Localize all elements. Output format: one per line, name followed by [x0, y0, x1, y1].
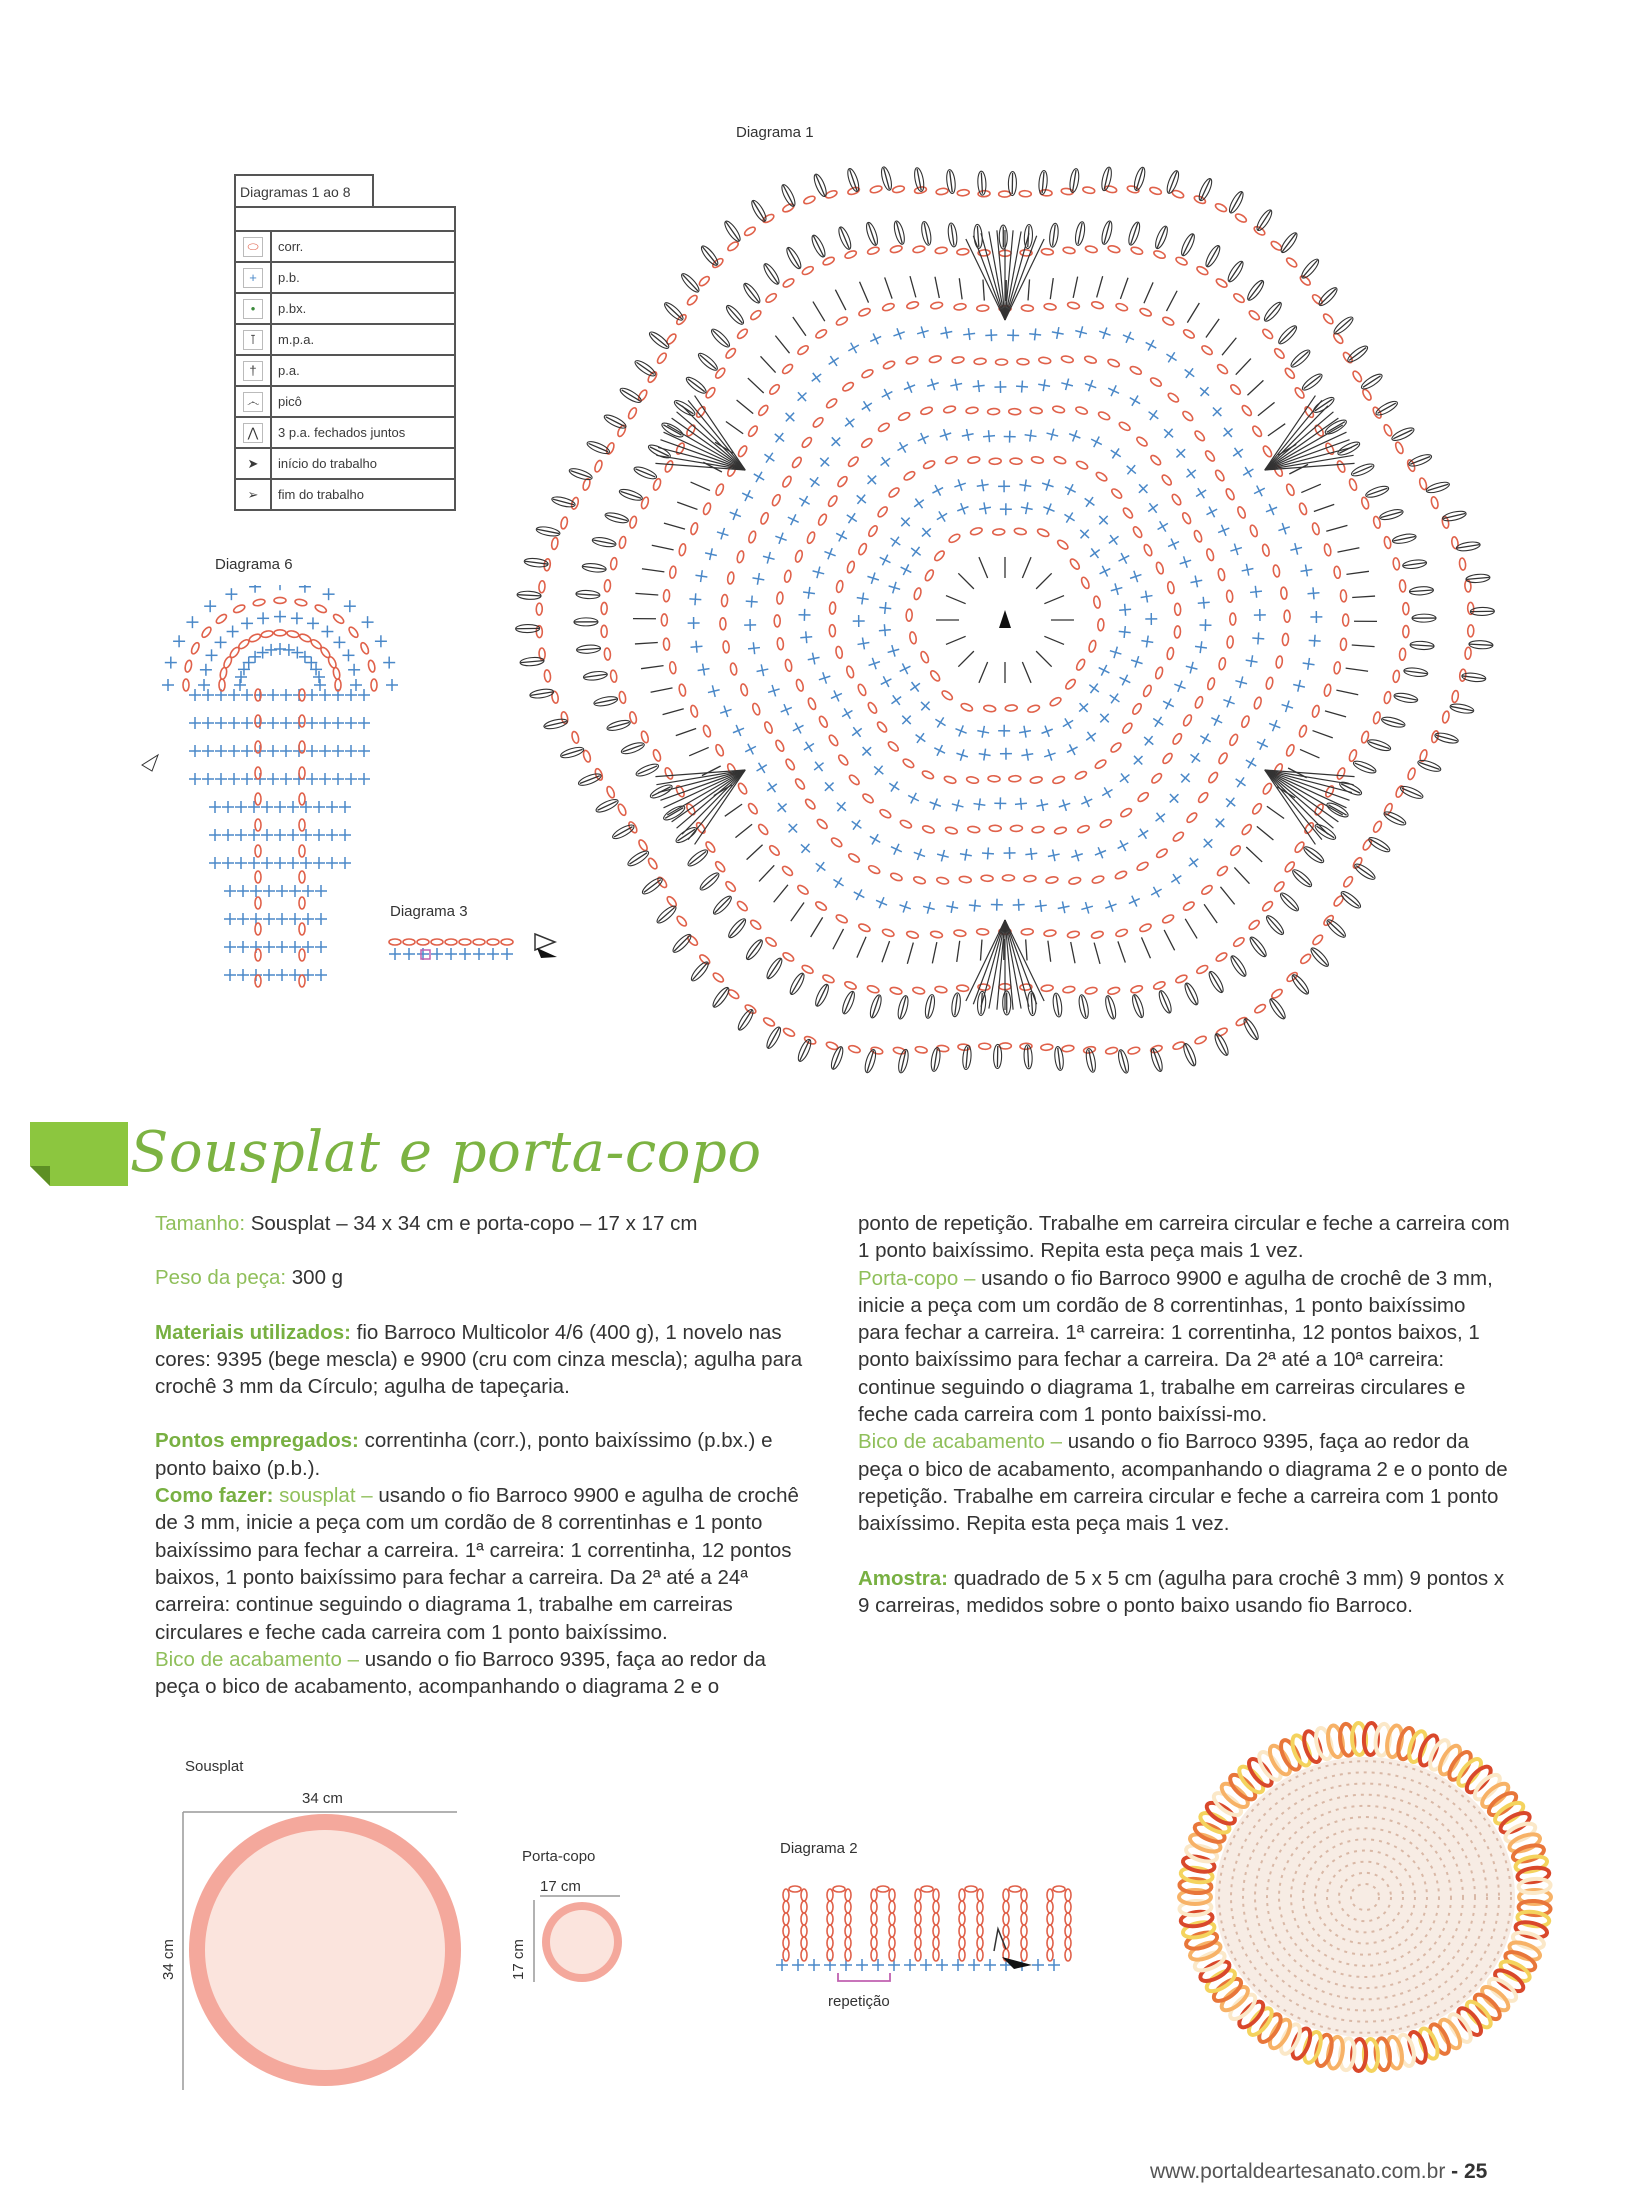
bico-value: usando o fio Barroco 9395, faça ao redor da peça o bico de acabamento, acompanhando o diagrama 2 e o	[155, 1647, 766, 1699]
end-arrow-icon	[535, 934, 555, 950]
half-double-crochet-icon: ⊺	[243, 330, 263, 350]
finished-piece-photo	[1165, 1715, 1555, 2080]
sousplat-width-label: 34 cm	[302, 1790, 343, 1807]
end-arrow-icon: ➢	[247, 487, 259, 502]
legend-row: ➢ fim do trabalho	[236, 478, 454, 509]
como-fazer-key: Como fazer:	[155, 1484, 274, 1508]
legend-header-row	[236, 208, 454, 230]
diagram-2-chart	[770, 1865, 1100, 1995]
bico-value-2: usando o fio Barroco 9395, faça ao redor da peça o bico de acabamento, acompanhando o diagrama 2 e o ponto de repetição. Trabalhe em carreira circular e feche a carreira com 1 ponto baixíssimo. Repita esta peça mais 1 vez.	[858, 1430, 1508, 1536]
repeticao-label: repetição	[828, 1993, 890, 2010]
peso-value: 300 g	[286, 1266, 344, 1290]
diagram-3-label: Diagrama 3	[390, 903, 468, 920]
tamanho-key: Tamanho:	[155, 1212, 246, 1235]
legend-table	[234, 174, 456, 511]
text-column-2	[858, 1210, 1510, 1619]
footer-url: www.portaldeartesanato.com.br	[1150, 2160, 1446, 2183]
diagram-2-label: Diagrama 2	[780, 1840, 858, 1857]
legend-row: ➤ início do trabalho	[236, 447, 454, 478]
porta-copo-schematic	[530, 1890, 630, 1990]
page-number: 25	[1463, 2160, 1488, 2183]
como-fazer-sub: sousplat –	[273, 1484, 373, 1508]
materiais-value: fio Barroco Multicolor 4/6 (400 g), 1 novelo nas cores: 9395 (bege mescla) e 9900 (cru com cinza mescla); agulha para crochê 3 mm da Círculo; agulha de tapeçaria.	[155, 1320, 803, 1399]
bico-key: Bico de acabamento –	[155, 1647, 359, 1671]
sousplat-schematic	[175, 1800, 465, 2100]
legend-box	[234, 206, 456, 511]
materiais-key: Materiais utilizados:	[155, 1320, 357, 1344]
legend-row: • p.bx.	[236, 292, 454, 323]
page-title: Sousplat e porta-copo	[130, 1120, 762, 1185]
chain-stitch-icon: ⬭	[243, 237, 263, 257]
bico-key-2: Bico de acabamento –	[858, 1430, 1062, 1454]
como-fazer-value: usando o fio Barroco 9900 e agulha de crochê de 3 mm, inicie a peça com um cordão de 8 correntinhas e 1 ponto baixíssimo para fechar a carreira. 1ª carreira: 1 correntinha, 12 pontos baixos, 1 ponto baixíssimo para fechar a carreira. Da 2ª até a 24ª carreira: continue seguindo o diagrama 1, trabalhe em carreiras circulares e feche cada carreira com 1 ponto baixíssimo.	[155, 1484, 799, 1644]
porta-copo-label: Porta-copo	[522, 1848, 596, 1865]
legend-row: ෴ picô	[236, 385, 454, 416]
sousplat-height-label: 34 cm	[160, 1939, 177, 1980]
dc3tog-icon: ⋀	[243, 423, 263, 443]
sousplat-label: Sousplat	[185, 1758, 244, 1775]
peso-key: Peso da peça:	[155, 1266, 287, 1290]
footer	[1150, 2160, 1487, 2184]
diagram-1-label: Diagrama 1	[736, 124, 814, 141]
pontos-key: Pontos empregados:	[155, 1429, 359, 1453]
amostra-value: quadrado de 5 x 5 cm (agulha para crochê 3 mm) 9 pontos x 9 carreiras, medidos sobre o ponto baixo usando fio Barroco.	[858, 1566, 1505, 1617]
diagram-6-chart	[140, 585, 420, 1005]
single-crochet-icon: +	[243, 268, 263, 288]
start-arrow-icon: ➤	[247, 456, 259, 471]
legend-row: ⬭ corr.	[236, 230, 454, 261]
picot-icon: ෴	[243, 392, 263, 412]
porta-copo-height-label: 17 cm	[510, 1939, 527, 1980]
legend-title: Diagramas 1 ao 8	[234, 174, 374, 206]
pontos-value: correntinha (corr.), ponto baixíssimo (p.bx.) e ponto baixo (p.b.).	[155, 1429, 773, 1480]
porta-copo-width-label: 17 cm	[540, 1878, 581, 1895]
legend-row: + p.b.	[236, 261, 454, 292]
start-arrow-icon	[537, 948, 557, 958]
amostra-key: Amostra:	[858, 1566, 948, 1590]
diagram-1-chart	[510, 130, 1500, 1110]
footer-sep: -	[1445, 2160, 1464, 2183]
text-column-1	[155, 1210, 815, 1700]
legend-row: ⊺ m.p.a.	[236, 323, 454, 354]
porta-copo-value: usando o fio Barroco 9900 e agulha de crochê de 3 mm, inicie a peça com um cordão de 8 correntinhas, 1 ponto baixíssimo para fechar a carreira. 1ª carreira: 1 correntinha, 12 pontos baixos, 1 ponto baixíssimo para fechar a carreira. Da 2ª até a 10ª carreira: continue seguindo o diagrama 1, trabalhe em carreiras circulares e feche cada carreira com 1 ponto baixíssi-mo.	[858, 1266, 1493, 1427]
legend-row: † p.a.	[236, 354, 454, 385]
legend-row: ⋀ 3 p.a. fechados juntos	[236, 416, 454, 447]
diagram-3-chart	[385, 920, 565, 970]
slip-stitch-icon: •	[243, 299, 263, 319]
diagram-6-label: Diagrama 6	[215, 556, 293, 573]
tamanho-value: Sousplat – 34 x 34 cm e porta-copo – 17 x 17 cm	[245, 1212, 698, 1235]
porta-copo-key: Porta-copo –	[858, 1266, 976, 1290]
section-banner	[30, 1122, 128, 1186]
continued-text: ponto de repetição. Trabalhe em carreira circular e feche a carreira com 1 ponto baixíssimo. Repita esta peça mais 1 vez.	[858, 1212, 1510, 1263]
double-crochet-icon: †	[243, 361, 263, 381]
